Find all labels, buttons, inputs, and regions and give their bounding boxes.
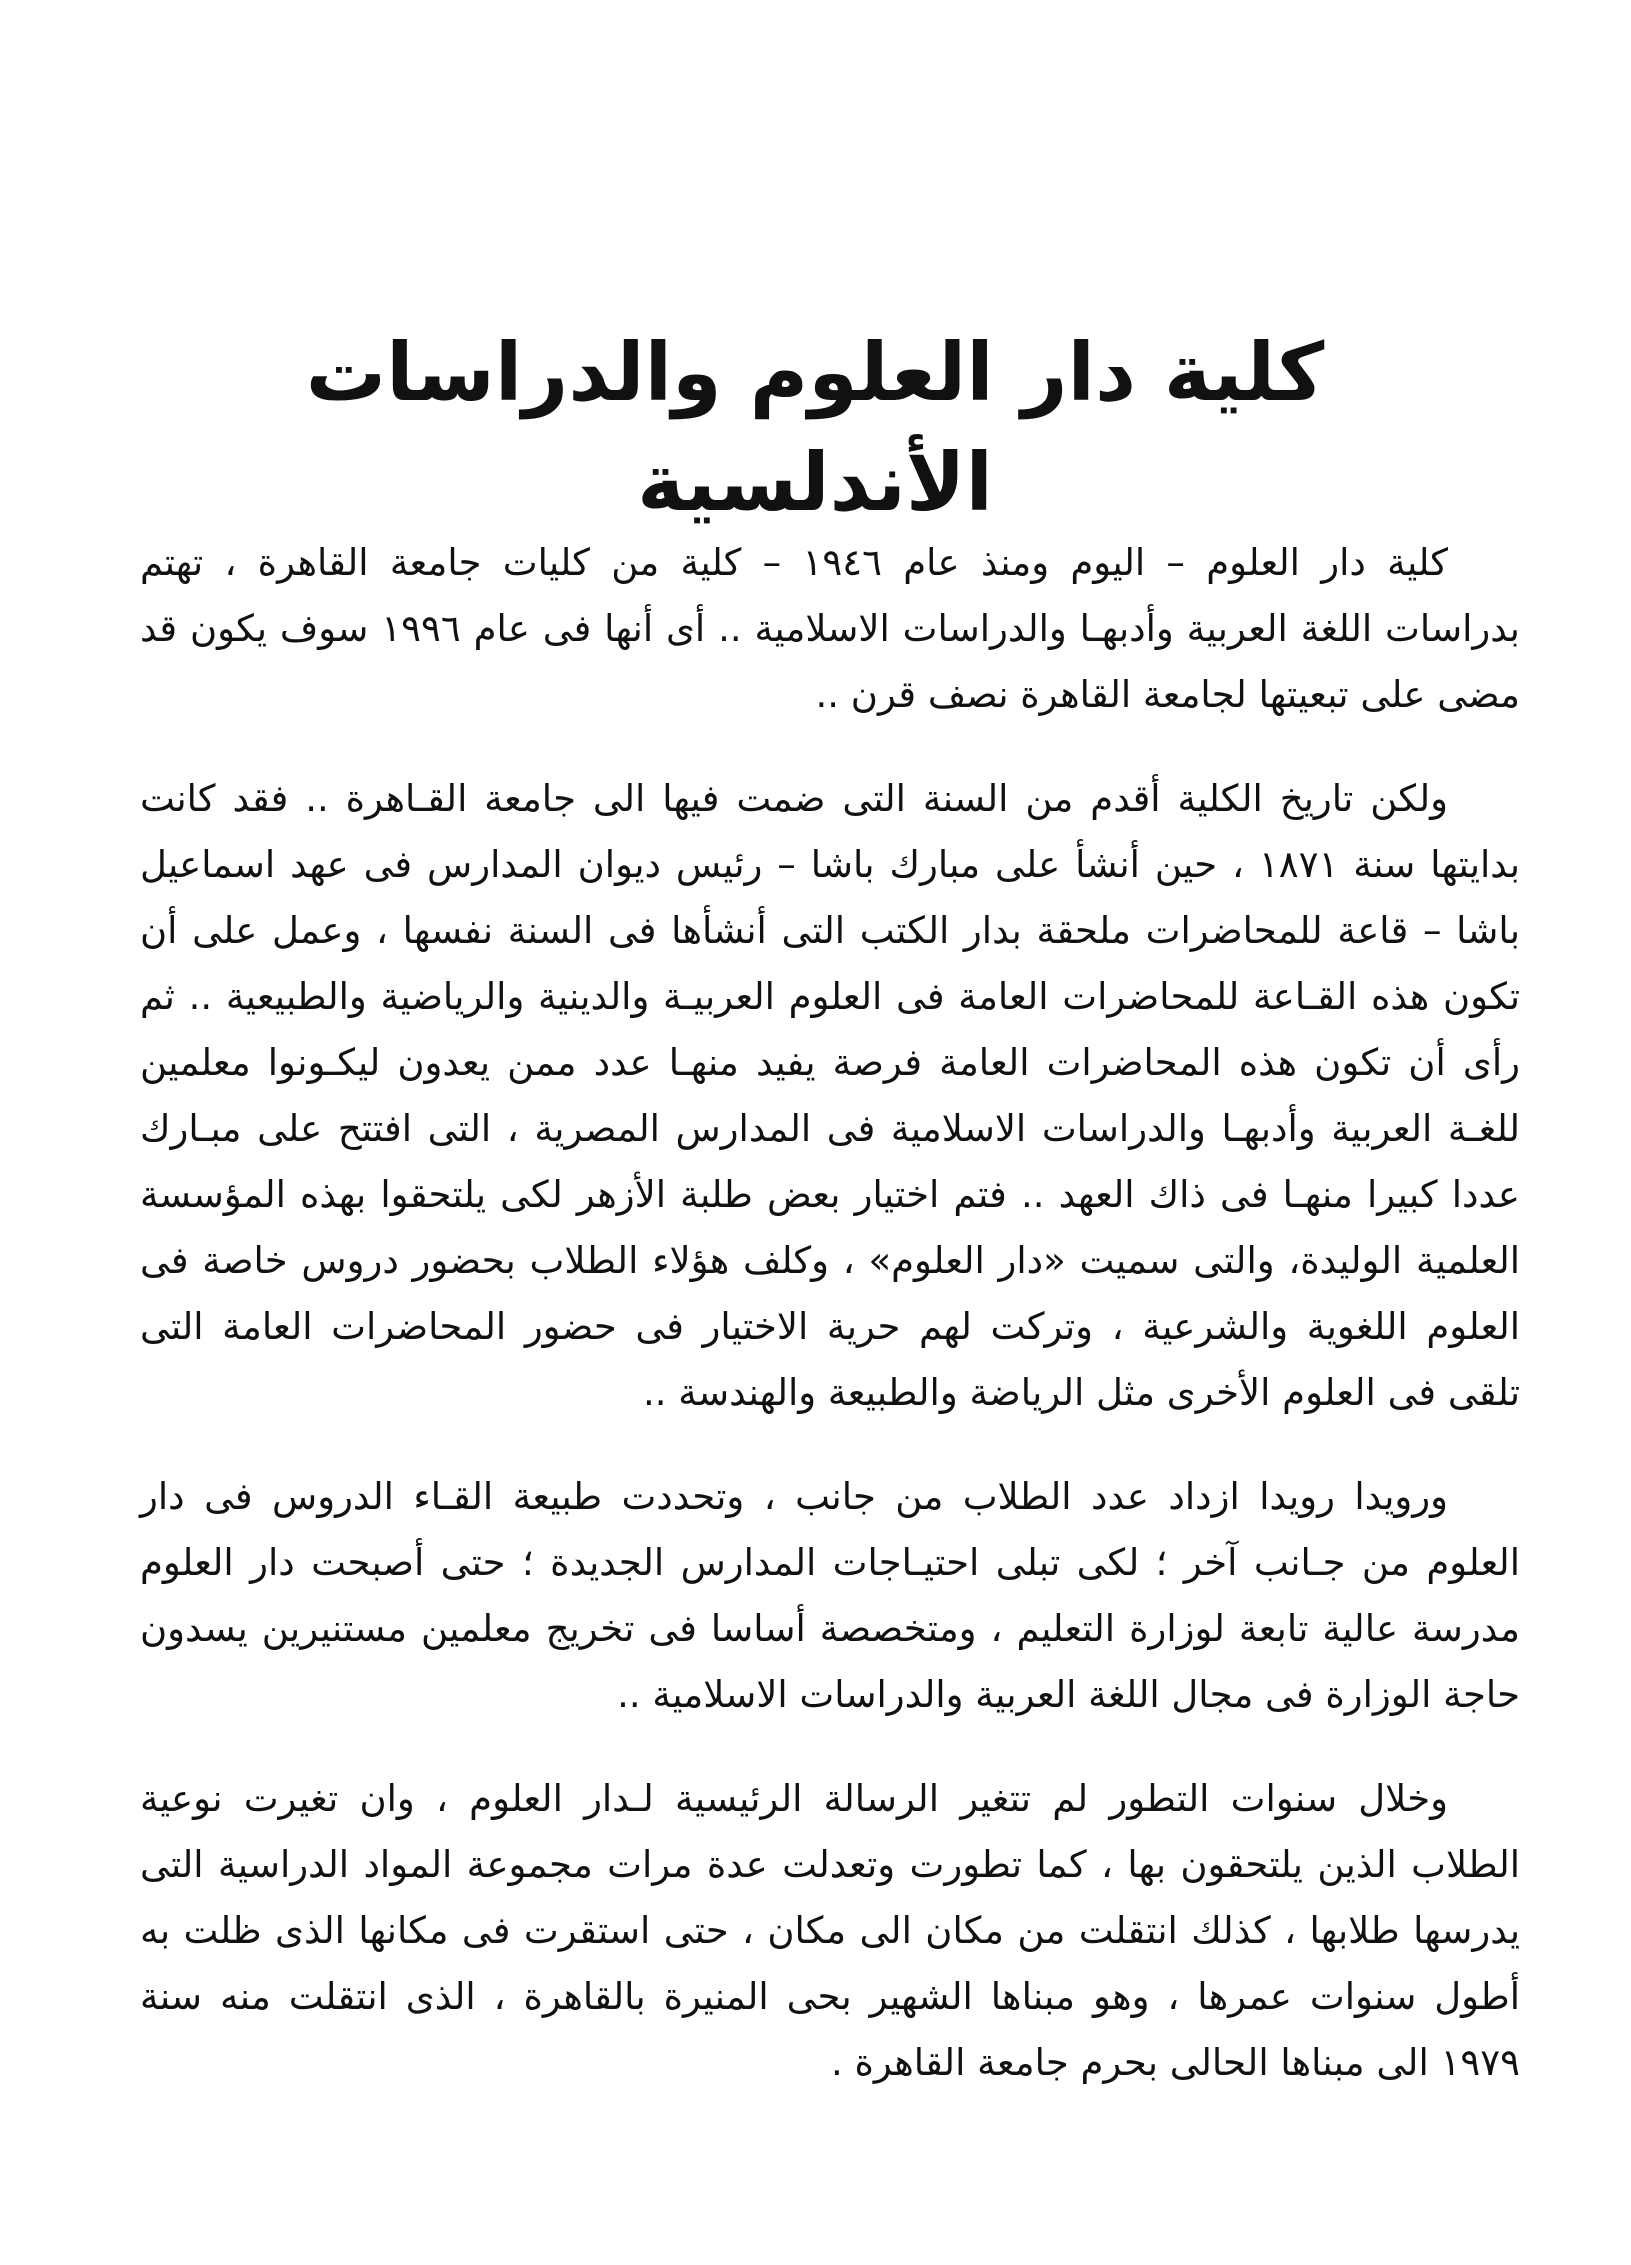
- paragraph-3: ورويدا رويدا ازداد عدد الطلاب من جانب ، وتحددت طبيعة القـاء الدروس فى دار العلوم من جـانب آخر ؛ لكى تبلى احتيـاجات المدارس الجديدة ؛ حتى أصبحت دار العلوم مدرسة عالية تابعة لوزارة التعليم ، ومتخصصة أساسا فى تخريج معلمين مستنيرين يسدون حاجة الوزارة فى مجال اللغة العربية والدراسات الاسلامية ..: [140, 1475, 1520, 1716]
- page-title: كلية دار العلوم والدراسات الأندلسية: [305, 326, 1325, 529]
- document-body: [140, 530, 1520, 2096]
- paragraph-2: ولكن تاريخ الكلية أقدم من السنة التى ضمت فيها الى جامعة القـاهرة .. فقد كانت بدايتها سنة ١٨٧١ ، حين أنشأ على مبارك باشا – رئيس ديوان المدارس فى عهد اسماعيل باشا – قاعة للمحاضرات ملحقة بدار الكتب التى أنشأها فى السنة نفسها ، وعمل على أن تكون هذه القـاعة للمحاضرات العامة فى العلوم العربيـة والدينية والرياضية والطبيعية .. ثم رأى أن تكون هذه المحاضرات العامة فرصة يفيد منهـا عدد ممن يعدون ليكـونوا معلمين للغـة العربية وأدبهـا والدراسات الاسلامية فى المدارس المصرية ، التى افتتح على مبـارك عددا كبيرا منهـا فى ذاك العهد .. فتم اختيار بعض طلبة الأزهر لكى يلتحقوا بهذه المؤسسة العلمية الوليدة، والتى سميت «دار العلوم» ، وكلف هؤلاء الطلاب بحضور دروس خاصة فى العلوم اللغوية والشرعية ، وتركت لهم حرية الاختيار فى حضور المحاضرات العامة التى تلقى فى العلوم الأخرى مثل الرياضة والطبيعة والهندسة ..: [140, 777, 1521, 1414]
- paragraph-1: كلية دار العلوم – اليوم ومنذ عام ١٩٤٦ – كلية من كليات جامعة القاهرة ، تهتم بدراسات اللغة العربية وأدبهـا والدراسات الاسلامية .. أى أنها فى عام ١٩٩٦ سوف يكون قد مضى على تبعيتها لجامعة القاهرة نصف قرن ..: [140, 541, 1520, 716]
- paragraph-4: وخلال سنوات التطور لم تتغير الرسالة الرئيسية لـدار العلوم ، وان تغيرت نوعية الطلاب الذين يلتحقون بها ، كما تطورت وتعدلت عدة مرات مجموعة المواد الدراسية التى يدرسها طلابها ، كذلك انتقلت من مكان الى مكان ، حتى استقرت فى مكانها الذى ظلت به أطول سنوات عمرها ، وهو مبناها الشهير بحى المنيرة بالقاهرة ، الذى انتقلت منه سنة ١٩٧٩ الى مبناها الحالى بحرم جامعة القاهرة .: [140, 1777, 1520, 2084]
